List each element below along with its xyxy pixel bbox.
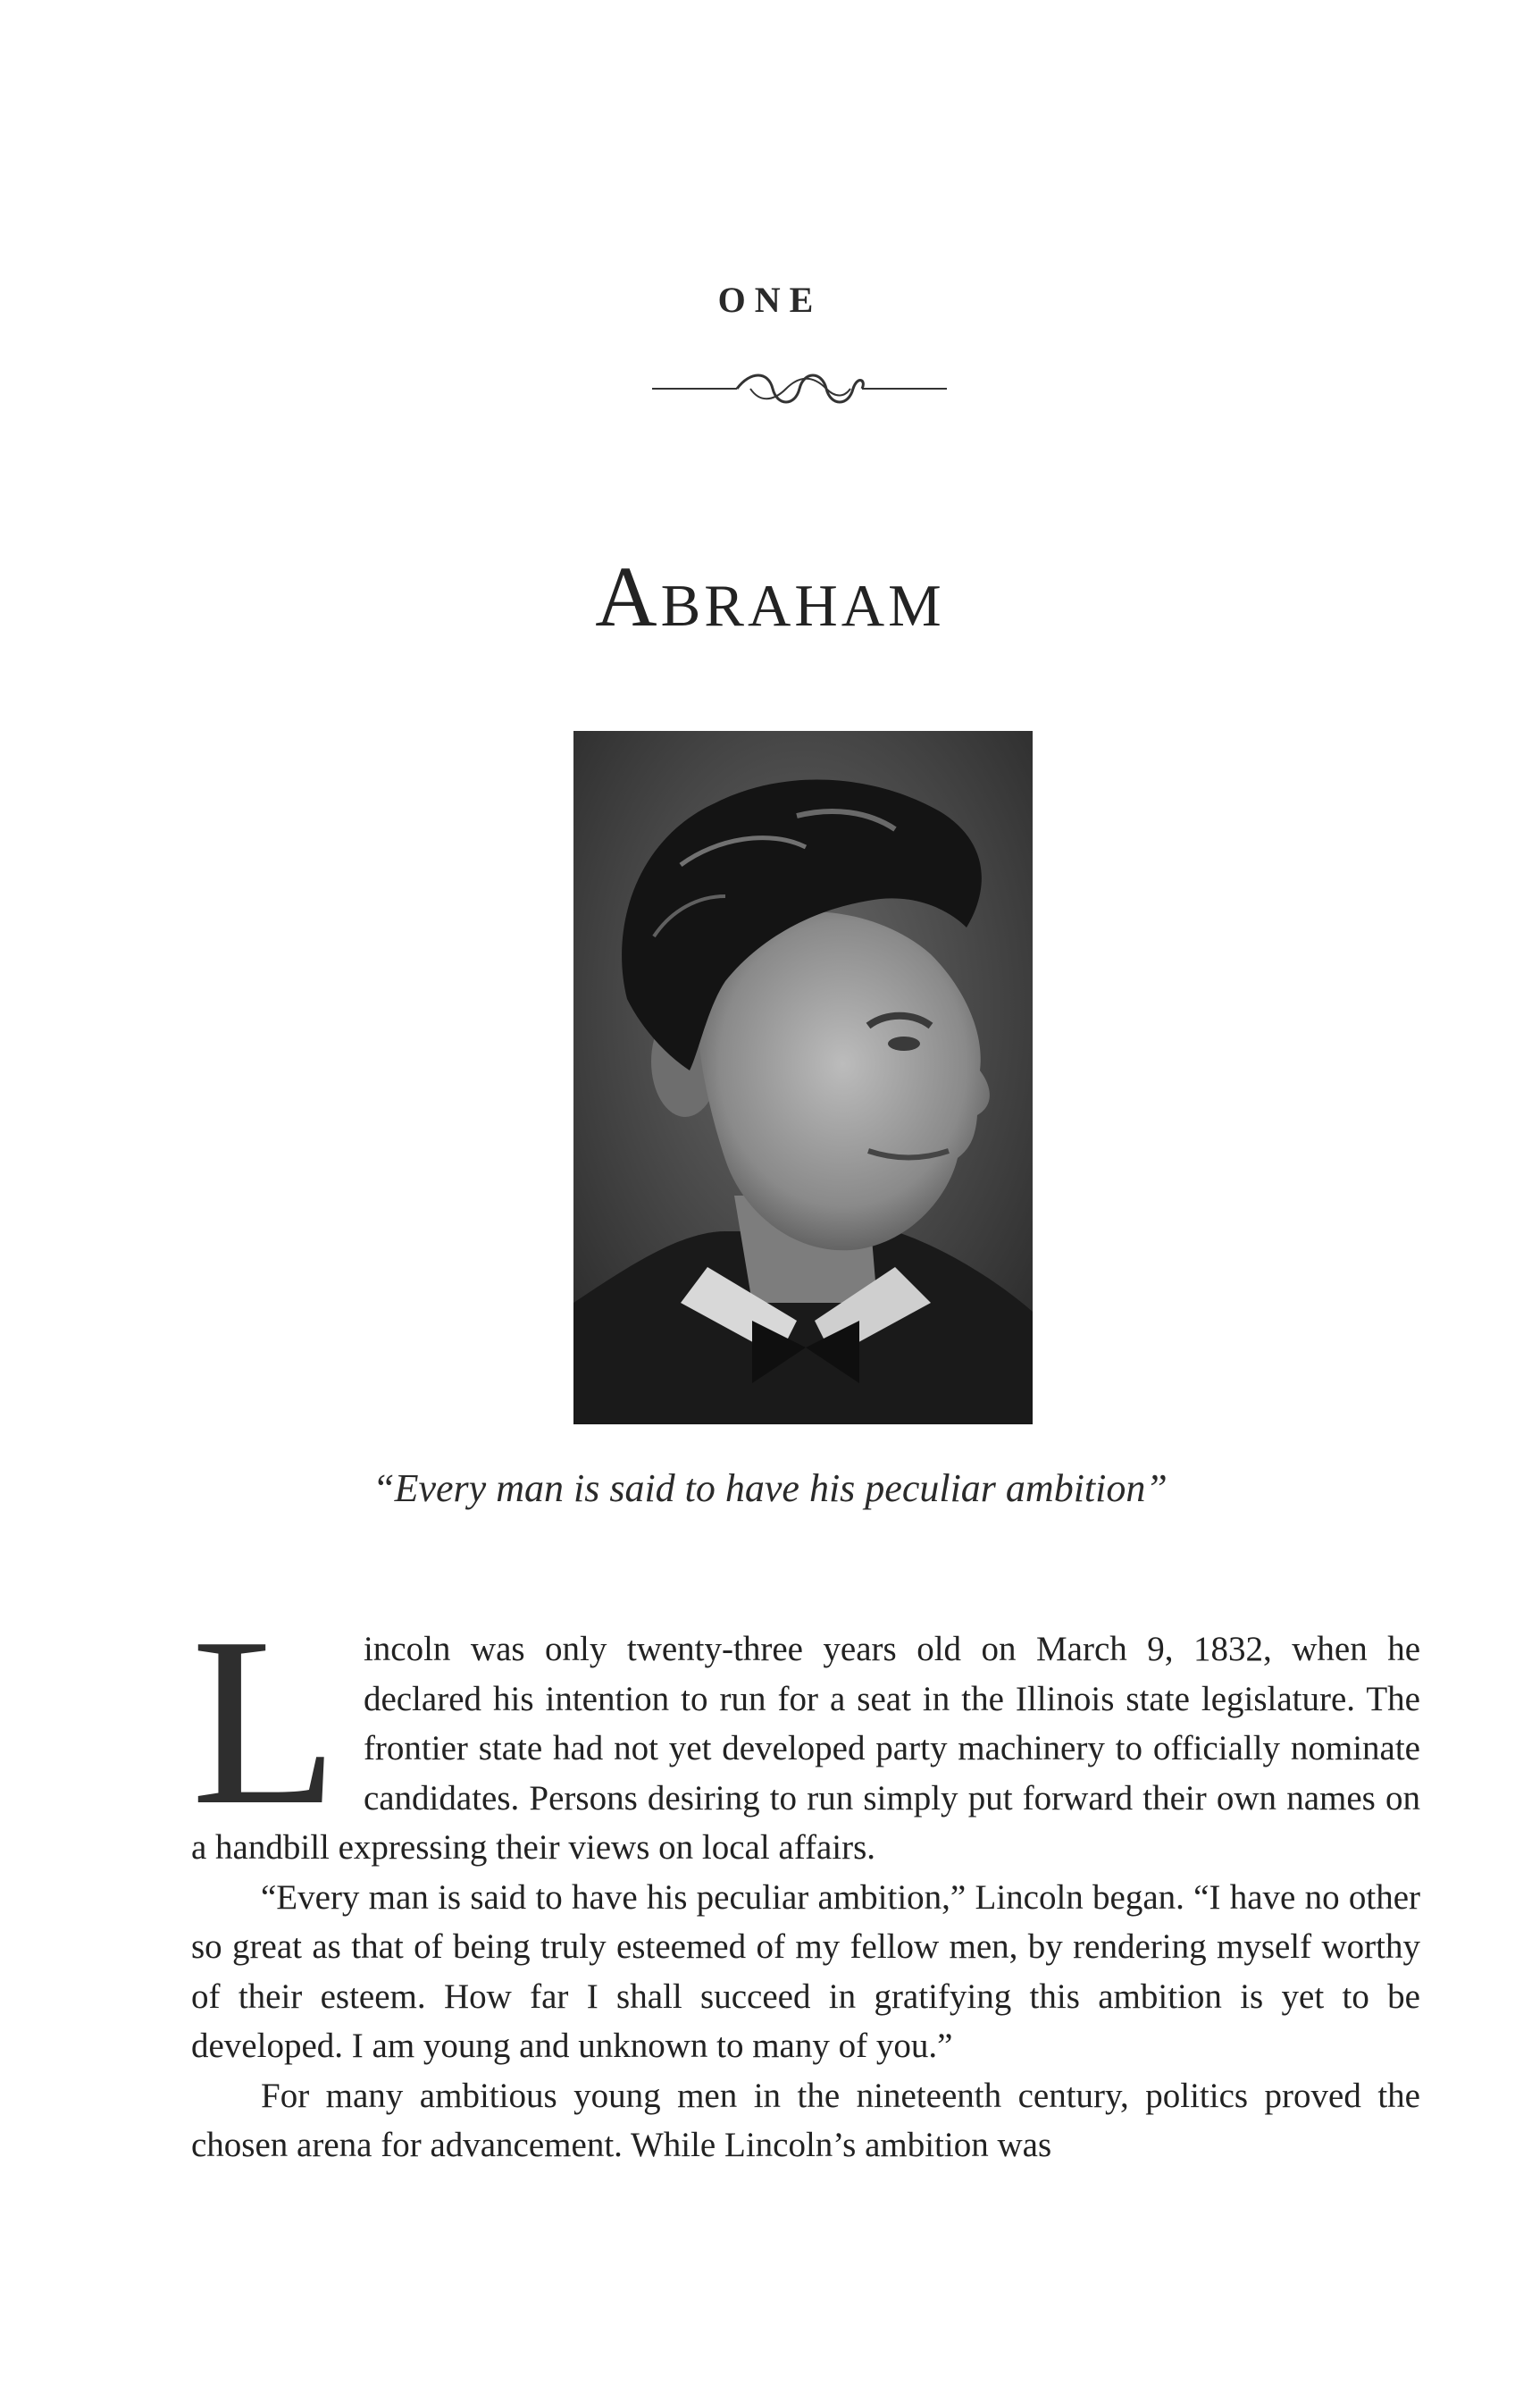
chapter-title: Abraham: [595, 549, 945, 644]
ornament-divider: [652, 362, 947, 416]
portrait-photo: [573, 731, 1033, 1424]
paragraph-1-text: incoln was only twenty-three years old on March 9, 1832, when he declared his intention to run for a seat in the Illinois state legislature. The frontier state had not yet developed party machinery to officially nominate candidates. Persons desiring to run simply put forward their own names on a handbill expressing their views on local affairs.: [191, 1630, 1420, 1867]
body-text: [191, 1588, 1420, 2170]
drop-cap: L: [191, 1588, 339, 1855]
paragraph-1: [191, 1588, 1420, 1873]
paragraph-3: For many ambitious young men in the nineteenth century, politics proved the chosen arena for advancement. While Lincoln’s ambition was: [191, 2076, 1420, 2164]
chapter-number: ONE: [717, 280, 823, 320]
epigraph: “Every man is said to have his peculiar ambition”: [372, 1466, 1168, 1510]
paragraph-2: “Every man is said to have his peculiar ambition,” Lincoln began. “I have no other so great as that of being truly esteemed of my fellow men, by rendering myself worthy of their esteem. How far I shall succeed in gratifying this ambition is yet to be developed. I am young and unknown to many of you.”: [191, 1877, 1420, 2065]
